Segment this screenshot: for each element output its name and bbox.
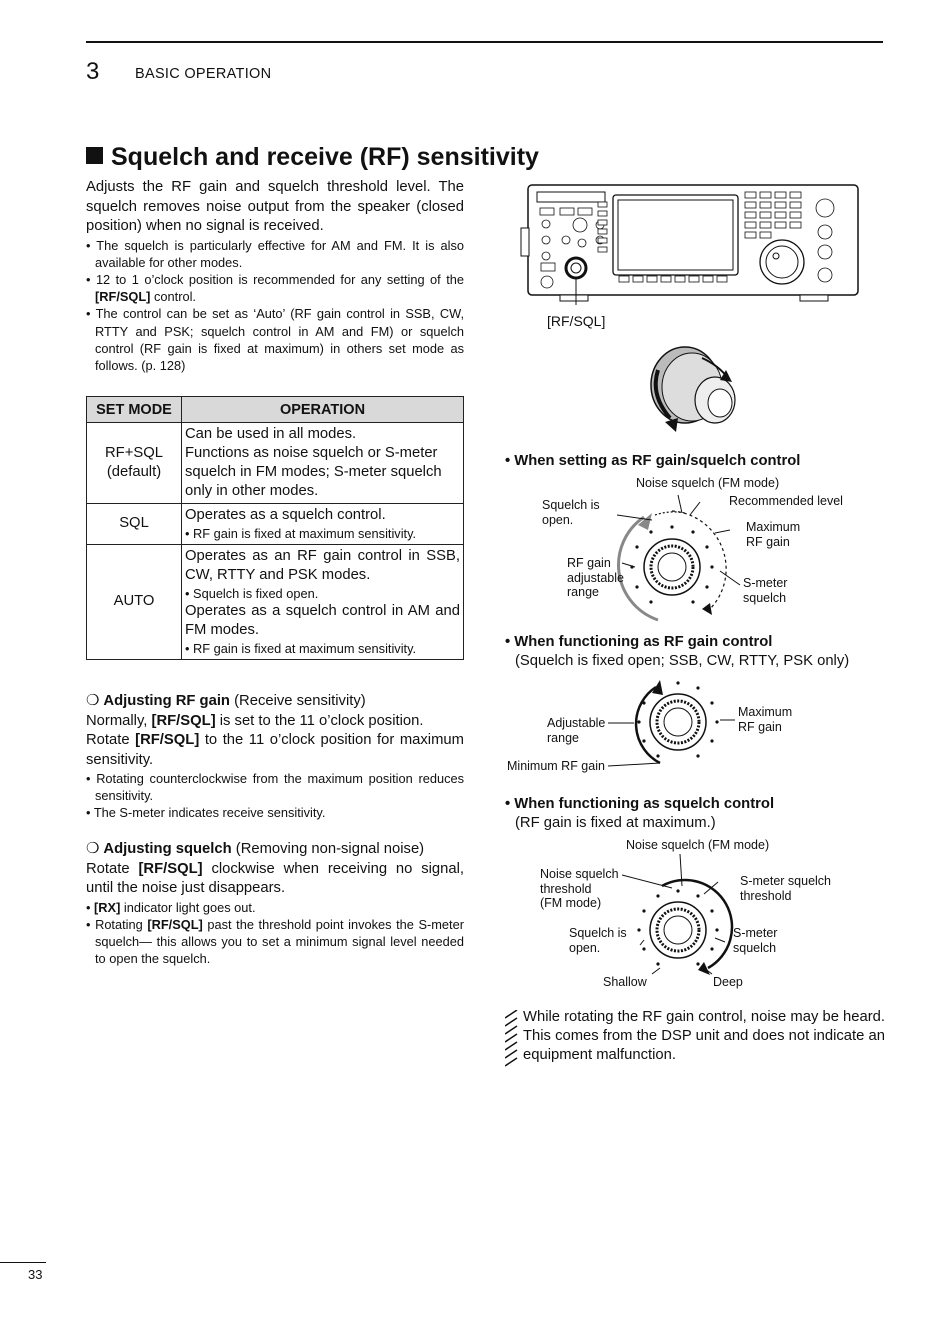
d3-noise-squelch-threshold: Noise squelch threshold (FM mode) [540, 867, 619, 910]
intro-paragraph: Adjusts the RF gain and squelch threshold level. The squelch removes noise output from the speaker (closed position) when no signal is received. [86, 179, 464, 234]
d3-s-meter-squelch: S-meter squelch [733, 926, 778, 955]
intro-bullets [86, 237, 464, 375]
d1-recommended-level: Recommended level [729, 494, 843, 508]
table-cell-mode: SQL [87, 504, 182, 545]
d2-adjustable-range: Adjustable range [547, 716, 606, 745]
d3-deep: Deep [713, 975, 743, 989]
chapter-number: 3 [86, 58, 100, 85]
diagram2-heading: • When functioning as RF gain control [505, 634, 773, 650]
d3-squelch-open: Squelch is open. [569, 926, 627, 955]
rf-sql-label: [RF/SQL] [547, 313, 606, 329]
d2-minimum-rf-gain: Minimum RF gain [507, 759, 605, 773]
list-item: • Rotating [RF/SQL] past the threshold point invokes the S-meter squelch— this allows you to set a minimum signal level needed to open the squelch. [86, 916, 464, 968]
diagram2-subheading: (Squelch is fixed open; SSB, CW, RTTY, PSK only) [515, 653, 850, 669]
d3-shallow: Shallow [603, 975, 647, 989]
squelch-line: Rotate [RF/SQL] clockwise when receiving no signal, until the noise just disappears. [86, 860, 464, 896]
diagram3-heading: • When functioning as squelch control [505, 796, 775, 812]
table-cell-operation: Operates as a squelch control. • RF gain is fixed at maximum sensitivity. [182, 504, 464, 545]
list-item: • The S-meter indicates receive sensitivity. [86, 804, 464, 821]
d1-noise-squelch-fm: Noise squelch (FM mode) [636, 476, 780, 490]
table-row [87, 423, 464, 504]
squelch-section [86, 840, 464, 967]
d1-maximum-rf-gain: Maximum RF gain [746, 520, 801, 549]
list-item: • [RX] indicator light goes out. [86, 899, 464, 916]
list-item: • Rotating counterclockwise from the maximum position reduces sensitivity. [86, 770, 464, 804]
chapter-title: BASIC OPERATION [135, 66, 272, 82]
rf-gain-section [86, 692, 464, 822]
list-item: • The squelch is particularly effective for AM and FM. It is also available for other modes. [86, 237, 464, 271]
square-bullet-icon [86, 147, 103, 164]
table-row [87, 545, 464, 660]
table-row [87, 504, 464, 545]
d1-rf-gain-range: RF gain adjustable range [567, 556, 624, 599]
d3-s-meter-squelch-threshold: S-meter squelch threshold [740, 874, 832, 903]
rf-gain-bullets [86, 770, 464, 822]
note-hatch-icon [505, 1010, 519, 1068]
diagram2-dial [600, 675, 750, 785]
list-item: • 12 to 1 o’clock position is recommended for any setting of the [RF/SQL] control. [86, 271, 464, 305]
list-item: • The control can be set as ‘Auto’ (RF gain control in SSB, CW, RTTY and PSK; squelch control in AM and FM) or squelch control (RF gain is fixed at maximum) in others set mode as follows. (p. 128) [86, 305, 464, 374]
rf-gain-line1: Normally, [RF/SQL] is set to the 11 o’clock position. [86, 712, 424, 729]
diagram1-heading: • When setting as RF gain/squelch control [505, 453, 801, 469]
note-text: While rotating the RF gain control, noise may be heard. This comes from the DSP unit and does not indicate an equipment malfunction. [523, 1009, 885, 1064]
header-rule [86, 41, 883, 43]
rf-gain-heading: ❍ Adjusting RF gain (Receive sensitivity) [86, 693, 366, 709]
page-number: 33 [28, 1267, 43, 1282]
table-cell-mode: RF+SQL (default) [87, 423, 182, 504]
d3-noise-squelch-fm: Noise squelch (FM mode) [626, 838, 770, 852]
rf-gain-line2: Rotate [RF/SQL] to the 11 o’clock position for maximum sensitivity. [86, 732, 464, 768]
set-mode-table [86, 396, 464, 660]
squelch-bullets [86, 899, 464, 968]
table-cell-mode: AUTO [87, 545, 182, 660]
diagram3-subheading: (RF gain is fixed at maximum.) [515, 815, 716, 831]
squelch-heading: ❍ Adjusting squelch (Removing non-signal noise) [86, 841, 425, 857]
knob-rotation-illustration [640, 340, 750, 435]
table-cell-operation: Can be used in all modes. Functions as noise squelch or S-meter squelch in FM modes; S-meter squelch only in other modes. [182, 423, 464, 504]
d2-maximum-rf-gain: Maximum RF gain [738, 705, 793, 734]
section-title: Squelch and receive (RF) sensitivity [86, 143, 539, 172]
diagram3-dial [600, 850, 750, 985]
d1-squelch-open: Squelch is open. [542, 498, 600, 527]
transceiver-front-panel-illustration [520, 180, 865, 305]
table-header-set-mode: SET MODE [87, 397, 182, 423]
table-header-operation: OPERATION [182, 397, 464, 423]
note-block [505, 1008, 885, 1066]
d1-s-meter-squelch: S-meter squelch [743, 576, 788, 605]
page-number-rule [0, 1262, 46, 1263]
intro-block [86, 178, 464, 374]
table-cell-operation: Operates as an RF gain control in SSB, CW, RTTY and PSK modes. • Squelch is fixed open. Operates as a squelch control in AM and FM modes. • RF gain is fixed at maximum sensitivity. [182, 545, 464, 660]
